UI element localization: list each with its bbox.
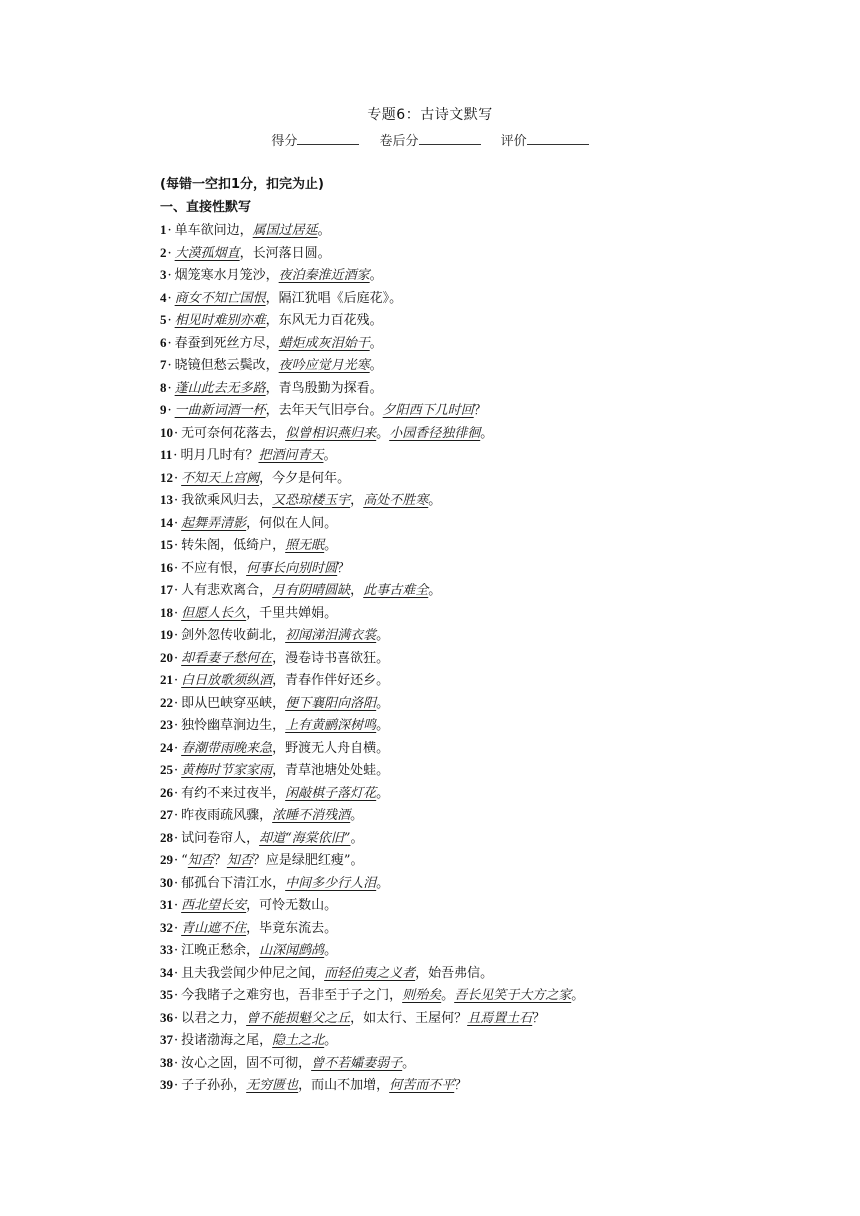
item-number: 16 — [160, 559, 173, 575]
prompt-text: ，而山不加增， — [298, 1078, 390, 1093]
item-separator: · — [174, 988, 179, 1003]
prompt-text: ，去年天气旧亭台。 — [265, 403, 383, 418]
item-number: 33 — [160, 942, 173, 957]
answer-text[interactable]: 知否 — [187, 853, 214, 868]
item-number: 29 — [160, 852, 173, 867]
prompt-text: 昨夜雨疏风骤， — [181, 808, 273, 823]
list-item — [160, 287, 720, 310]
list-item — [160, 354, 720, 377]
prompt-text: 试问卷帘人， — [181, 830, 260, 846]
prompt-text: ？ — [473, 403, 487, 418]
item-number: 36 — [160, 1009, 173, 1025]
list-item — [160, 737, 720, 760]
item-number: 15 — [160, 537, 173, 552]
item-separator: · — [174, 425, 179, 441]
item-separator: · — [174, 583, 179, 598]
answer-text[interactable]: 则殆矣 — [402, 988, 442, 1003]
list-item — [160, 984, 720, 1007]
answer-text[interactable]: 便下襄阳向洛阳 — [285, 695, 377, 711]
prompt-text: ，东风无力百花残。 — [265, 313, 383, 328]
item-separator: · — [167, 268, 172, 283]
answer-text[interactable]: 且焉置土石 — [467, 1010, 533, 1026]
answer-text[interactable]: 无穷匮也 — [246, 1078, 299, 1093]
answer-text[interactable]: 小园香径独徘徊 — [389, 425, 481, 441]
list-item — [160, 264, 720, 287]
score-line — [0, 130, 860, 149]
answer-text[interactable]: 起舞弄清影 — [181, 515, 247, 531]
prompt-text: ，千里共婵娟。 — [246, 605, 338, 621]
list-item — [160, 714, 720, 737]
prompt-text: ，如太行、王屋何？ — [350, 1010, 468, 1026]
answer-text[interactable]: 夜吟应觉月光寒 — [278, 358, 370, 373]
list-item — [160, 962, 720, 985]
answer-text[interactable]: 不知天上宫阙 — [181, 470, 260, 486]
item-number: 27 — [160, 807, 173, 822]
item-number: 8 — [160, 379, 167, 395]
answer-text[interactable]: 但愿人长久 — [181, 605, 247, 621]
list-item — [160, 804, 720, 827]
prompt-text: 今我睹子之难穷也，吾非至于子之门， — [181, 988, 403, 1003]
prompt-text: 。 — [376, 628, 390, 643]
item-number: 30 — [160, 874, 173, 890]
item-number: 37 — [160, 1032, 173, 1047]
answer-text[interactable]: 蜡炬成灰泪始干 — [278, 335, 370, 351]
answer-text[interactable]: 何苦而不平 — [389, 1078, 455, 1093]
answer-text[interactable]: 而轻伯夷之义者 — [324, 965, 416, 981]
item-number: 13 — [160, 492, 173, 507]
item-separator: · — [174, 493, 179, 508]
prompt-text: 。 — [324, 943, 338, 958]
prompt-text: 。 — [376, 718, 390, 733]
prompt-text: 。 — [369, 268, 383, 283]
answer-text[interactable]: 曾不能损魁父之丘 — [246, 1010, 351, 1026]
evaluation-field — [501, 130, 589, 149]
answer-text[interactable]: 何事长向别时圆 — [246, 560, 338, 576]
prompt-text: 晓镜但愁云鬓改， — [174, 358, 279, 373]
list-item — [160, 647, 720, 670]
prompt-text: 郁孤台下清江水， — [181, 875, 286, 891]
item-separator: · — [174, 1033, 179, 1048]
answer-text[interactable]: 蓬山此去无多路 — [174, 380, 266, 396]
item-number: 31 — [160, 897, 173, 912]
prompt-text: 。 — [324, 1033, 338, 1048]
list-item — [160, 512, 720, 535]
item-number: 32 — [160, 919, 173, 935]
score-label: 得分 — [271, 134, 298, 149]
prompt-text: 单车欲问边， — [174, 223, 253, 238]
prompt-text: ？ — [454, 1078, 468, 1093]
prompt-text: 。 — [324, 538, 338, 553]
prompt-text: 。 — [369, 358, 383, 373]
list-item — [160, 872, 720, 895]
item-separator: · — [167, 223, 172, 238]
prompt-text: ，野渡无人舟自横。 — [272, 740, 390, 756]
prompt-text: 。 — [571, 988, 585, 1003]
answer-text[interactable]: 夕阳西下几时回 — [382, 403, 474, 418]
item-separator: · — [174, 515, 179, 531]
prompt-text: ，青鸟殷勤为探看。 — [265, 380, 383, 396]
item-separator: · — [174, 673, 179, 688]
after-score-label: 卷后分 — [379, 134, 419, 149]
answer-text[interactable]: 一曲新词酒一杯 — [174, 403, 266, 418]
prompt-text: 转朱阁，低绮户， — [181, 538, 286, 553]
list-item — [160, 422, 720, 445]
list-item — [160, 579, 720, 602]
answer-text[interactable]: 知否 — [226, 853, 253, 868]
answer-text[interactable]: 把酒问青天 — [258, 448, 324, 463]
answer-text[interactable]: 闲敲棋子落灯花 — [285, 785, 377, 801]
list-item — [160, 467, 720, 490]
answer-text[interactable]: 初闻涕泪满衣裳 — [285, 628, 377, 643]
item-number: 3 — [160, 267, 167, 282]
answer-text[interactable]: 西北望长安 — [181, 898, 247, 913]
answer-text[interactable]: 高处不胜寒 — [363, 493, 429, 508]
list-item — [160, 489, 720, 512]
prompt-text: ？ — [532, 1010, 546, 1026]
list-item — [160, 332, 720, 355]
item-separator: · — [174, 920, 179, 936]
item-number: 6 — [160, 334, 167, 350]
prompt-text: ？ — [213, 853, 227, 868]
prompt-text: 投诸渤海之尾， — [181, 1033, 273, 1048]
prompt-text: 剑外忽传收蓟北， — [181, 628, 286, 643]
item-separator: · — [167, 403, 172, 418]
item-separator: · — [174, 628, 179, 643]
item-number: 23 — [160, 717, 173, 732]
item-number: 14 — [160, 514, 173, 530]
answer-text[interactable]: 属国过居延 — [252, 223, 318, 238]
answer-text[interactable]: 大漠孤烟直 — [174, 245, 240, 261]
prompt-text: 子子孙孙， — [181, 1078, 247, 1093]
item-separator: · — [174, 785, 179, 801]
score-field — [271, 130, 359, 149]
item-separator: · — [174, 740, 179, 756]
prompt-text: ，今夕是何年。 — [259, 470, 351, 486]
item-separator: · — [174, 538, 179, 553]
score-blank[interactable] — [297, 143, 359, 145]
answer-text[interactable]: 此事古难全 — [363, 583, 429, 598]
item-separator: · — [167, 335, 172, 351]
prompt-text: 且夫我尝闻少仲尼之闻， — [181, 965, 325, 981]
answer-text[interactable]: 浓睡不消残酒 — [272, 808, 351, 823]
item-separator: · — [174, 853, 179, 868]
content-area — [160, 174, 720, 1097]
item-number: 7 — [160, 357, 167, 372]
list-item — [160, 219, 720, 242]
prompt-text: 。 — [323, 448, 337, 463]
item-separator: · — [167, 290, 172, 306]
answer-text[interactable]: 上有黄鹂深树鸣 — [285, 718, 377, 733]
prompt-text: 江晚正愁余， — [181, 943, 260, 958]
item-number: 18 — [160, 604, 173, 620]
prompt-text: 。 — [376, 785, 390, 801]
prompt-text: 无可奈何花落去， — [181, 425, 286, 441]
prompt-text: 汝心之固，固不可彻， — [181, 1055, 312, 1071]
list-item — [160, 309, 720, 332]
item-separator: · — [174, 1078, 179, 1093]
answer-text[interactable]: 又恐琼楼玉宇 — [272, 493, 351, 508]
prompt-text: ，始吾弗信。 — [415, 965, 494, 981]
list-item — [160, 692, 720, 715]
list-item — [160, 377, 720, 400]
prompt-text: 烟笼寒水月笼沙， — [174, 268, 279, 283]
item-number: 19 — [160, 627, 173, 642]
after-score-field — [379, 130, 480, 149]
item-separator: · — [174, 1010, 179, 1026]
list-item — [160, 602, 720, 625]
list-item — [160, 399, 720, 422]
answer-text[interactable]: 中间多少行人泪 — [285, 875, 377, 891]
answer-text[interactable]: 夜泊秦淮近酒家 — [278, 268, 370, 283]
item-separator: · — [174, 830, 179, 846]
answer-text[interactable]: 隐土之北 — [272, 1033, 325, 1048]
answer-text[interactable]: 照无眠 — [285, 538, 325, 553]
item-separator: · — [167, 245, 172, 261]
item-separator: · — [167, 313, 172, 328]
item-number: 9 — [160, 402, 167, 417]
answer-text[interactable]: 山深闻鹧鸪 — [259, 943, 325, 958]
answer-text[interactable]: 曾不若孀妻弱子 — [311, 1055, 403, 1071]
evaluation-label: 评价 — [500, 134, 527, 149]
list-item — [160, 1052, 720, 1075]
item-number: 34 — [160, 964, 173, 980]
list-item — [160, 1007, 720, 1030]
prompt-text: 。 — [402, 1055, 416, 1071]
prompt-text: ， — [350, 583, 364, 598]
list-item — [160, 939, 720, 962]
item-separator: · — [173, 448, 178, 463]
prompt-text: 。 — [376, 875, 390, 891]
prompt-text: 明月几时有？ — [180, 448, 259, 463]
scoring-note: (每错一空扣1分，扣完为止) — [160, 177, 324, 192]
item-number: 5 — [160, 312, 167, 327]
list-item — [160, 557, 720, 580]
item-separator: · — [174, 943, 179, 958]
prompt-text: 我欲乘风归去， — [181, 493, 273, 508]
answer-text[interactable]: 商女不知亡国恨 — [174, 290, 266, 306]
prompt-text: 有约不来过夜半， — [181, 785, 286, 801]
prompt-text: 。 — [480, 425, 494, 441]
list-item — [160, 782, 720, 805]
answer-text[interactable]: 相见时难别亦难 — [174, 313, 266, 328]
item-number: 4 — [160, 289, 167, 305]
prompt-text: ？ — [337, 560, 351, 576]
prompt-text: ，何似在人间。 — [246, 515, 338, 531]
page-title: 专题6：古诗文默写 — [367, 107, 493, 123]
section-title: 一、直接性默写 — [160, 199, 252, 215]
item-separator: · — [174, 875, 179, 891]
prompt-text: ，隔江犹唱《后庭花》。 — [265, 290, 403, 306]
answer-text[interactable]: 月有阴晴圆缺 — [272, 583, 351, 598]
prompt-text: 。 — [428, 493, 442, 508]
prompt-text: 。 — [369, 335, 383, 351]
prompt-text: 。 — [376, 695, 390, 711]
answer-text[interactable]: 黄梅时节家家雨 — [181, 763, 273, 778]
prompt-text: 以君之力， — [181, 1010, 247, 1026]
item-number: 2 — [160, 244, 167, 260]
prompt-text: 人有悲欢离合， — [181, 583, 273, 598]
item-number: 20 — [160, 649, 173, 665]
list-item — [160, 534, 720, 557]
prompt-text: 独怜幽草涧边生， — [181, 718, 286, 733]
prompt-text: ，青春作伴好还乡。 — [272, 673, 390, 688]
list-item — [160, 759, 720, 782]
item-separator: · — [174, 650, 179, 666]
prompt-text: 春蚕到死丝方尽， — [174, 335, 279, 351]
answer-text[interactable]: 却看妻子愁何在 — [181, 650, 273, 666]
list-item — [160, 1074, 720, 1097]
list-item — [160, 669, 720, 692]
item-number: 39 — [160, 1077, 173, 1092]
list-item — [160, 894, 720, 917]
item-number: 22 — [160, 694, 173, 710]
prompt-text: ？应是绿肥红瘦”。 — [252, 853, 364, 868]
list-item — [160, 849, 720, 872]
item-separator: · — [174, 808, 179, 823]
prompt-text: 。 — [441, 988, 455, 1003]
list-item — [160, 1029, 720, 1052]
item-separator: · — [167, 358, 172, 373]
item-number: 21 — [160, 672, 173, 687]
item-number: 17 — [160, 582, 173, 597]
item-separator: · — [174, 965, 179, 981]
prompt-text: 。 — [350, 830, 364, 846]
item-separator: · — [174, 763, 179, 778]
item-number: 25 — [160, 762, 173, 777]
prompt-text: 不应有恨， — [181, 560, 247, 576]
answer-text[interactable]: 吾长见笑于大方之家 — [454, 988, 572, 1003]
evaluation-blank[interactable] — [527, 143, 589, 145]
answer-text[interactable]: 白日放歌须纵酒 — [181, 673, 273, 688]
answer-text[interactable]: 春潮带雨晚来急 — [181, 740, 273, 756]
item-number: 11 — [160, 447, 173, 462]
item-list — [160, 219, 720, 1097]
item-number: 1 — [160, 222, 167, 237]
item-separator: · — [167, 380, 172, 396]
item-number: 24 — [160, 739, 173, 755]
prompt-text: ，漫卷诗书喜欲狂。 — [272, 650, 390, 666]
item-separator: · — [174, 560, 179, 576]
answer-text[interactable]: 青山遮不住 — [181, 920, 247, 936]
item-number: 35 — [160, 987, 173, 1002]
prompt-text: ， — [350, 493, 364, 508]
list-item — [160, 242, 720, 265]
prompt-text: “ — [181, 853, 188, 868]
after-score-blank[interactable] — [419, 143, 481, 145]
list-item — [160, 624, 720, 647]
item-separator: · — [174, 470, 179, 486]
list-item — [160, 917, 720, 940]
prompt-text: ，毕竟东流去。 — [246, 920, 338, 936]
item-separator: · — [174, 898, 179, 913]
prompt-text: 。 — [350, 808, 364, 823]
item-number: 28 — [160, 829, 173, 845]
prompt-text: ，青草池塘处处蛙。 — [272, 763, 390, 778]
prompt-text: ，长河落日圆。 — [239, 245, 331, 261]
item-number: 12 — [160, 469, 173, 485]
item-number: 26 — [160, 784, 173, 800]
item-number: 38 — [160, 1054, 173, 1070]
prompt-text: 。 — [376, 425, 390, 441]
item-separator: · — [174, 695, 179, 711]
prompt-text: 。 — [317, 223, 331, 238]
item-separator: · — [174, 1055, 179, 1071]
prompt-text: ，可怜无数山。 — [246, 898, 338, 913]
list-item — [160, 827, 720, 850]
prompt-text: 。 — [428, 583, 442, 598]
list-item — [160, 444, 720, 467]
item-separator: · — [174, 718, 179, 733]
answer-text[interactable]: 似曾相识燕归来 — [285, 425, 377, 441]
item-number: 10 — [160, 424, 173, 440]
item-separator: · — [174, 605, 179, 621]
answer-text[interactable]: 却道“海棠依旧” — [259, 830, 351, 846]
prompt-text: 即从巴峡穿巫峡， — [181, 695, 286, 711]
